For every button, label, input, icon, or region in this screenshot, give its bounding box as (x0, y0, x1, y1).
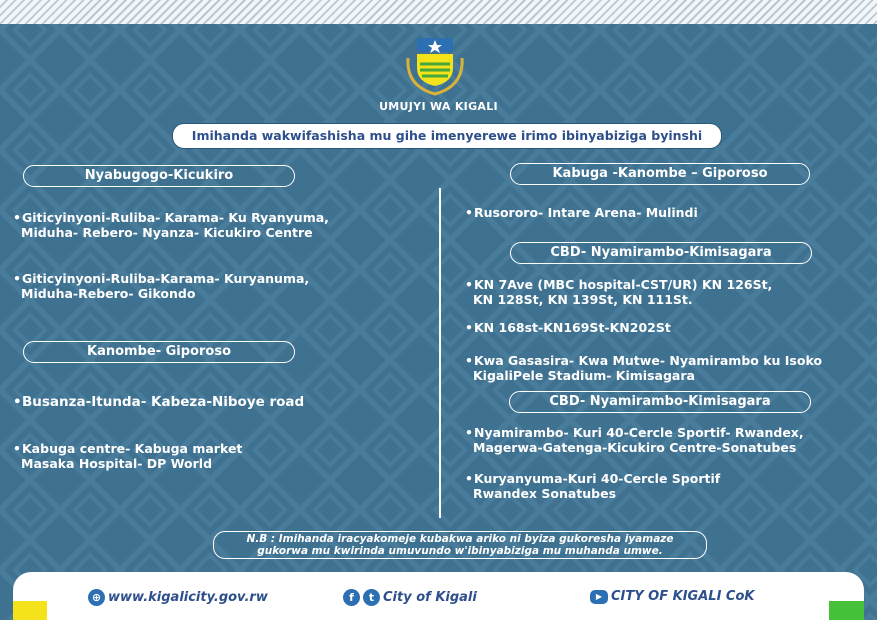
route-item (13, 271, 309, 301)
social-text: City of Kigali (383, 590, 477, 605)
bullet-icon: • (465, 277, 473, 292)
bullet-icon: • (13, 271, 21, 286)
youtube-link[interactable] (590, 589, 754, 604)
website-link[interactable] (88, 589, 268, 606)
route-line: Kabuga centre- Kabuga market (22, 441, 243, 456)
note-line: N.B : Imihanda iracyakomeje kubakwa ariko ni byiza gukoresha iyamaze (246, 533, 674, 545)
youtube-text: CITY OF KIGALI CoK (611, 589, 755, 604)
route-item (13, 210, 329, 240)
youtube-icon: ▶ (590, 590, 608, 604)
note-line: gukorwa mu kwirinda umuvundo w'ibinyabiziga mu muhanda umwe. (257, 545, 663, 557)
route-item (465, 205, 698, 220)
page-title: Imihanda wakwifashisha mu gihe imenyerewe irimo ibinyabiziga byinshi (172, 123, 722, 149)
route-line: Masaka Hospital- DP World (21, 456, 213, 471)
route-line: KN 7Ave (MBC hospital-CST/UR) KN 126St, (474, 277, 773, 292)
twitter-icon: t (363, 589, 380, 606)
route-line: Miduha- Rebero- Nyanza- Kicukiro Centre (21, 225, 313, 240)
facebook-icon: f (343, 589, 360, 606)
route-line: Kwa Gasasira- Kwa Mutwe- Nyamirambo ku Isoko (474, 353, 823, 368)
route-item (465, 471, 720, 501)
note-box (213, 531, 707, 559)
route-line: Kuryanyuma-Kuri 40-Cercle Sportif (474, 471, 721, 486)
section-heading-nyabugogo-kicukiro: Nyabugogo-Kicukiro (23, 165, 295, 187)
bullet-icon: • (13, 210, 21, 225)
route-item (13, 395, 304, 410)
column-divider (439, 188, 441, 518)
bullet-icon: • (465, 205, 473, 220)
route-line: Rusororo- Intare Arena- Mulindi (474, 205, 698, 220)
route-line: Giticyinyoni-Ruliba-Karama- Kuryanuma, (22, 271, 310, 286)
bullet-icon: • (465, 320, 473, 335)
route-line: Busanza-Itunda- Kabeza-Niboye road (22, 394, 305, 410)
yellow-accent (13, 601, 47, 620)
bullet-icon: • (13, 394, 22, 410)
section-heading-kabuga-kanombe-giporoso: Kabuga -Kanombe – Giporoso (510, 163, 810, 185)
social-link[interactable] (343, 589, 477, 606)
route-line: Miduha-Rebero- Gikondo (21, 286, 196, 301)
green-accent (829, 601, 864, 620)
bullet-icon: • (465, 353, 473, 368)
section-heading-cbd-nyamirambo-kimisagara-2: CBD- Nyamirambo-Kimisagara (509, 391, 811, 413)
route-item (465, 277, 772, 307)
route-line: KN 128St, KN 139St, KN 111St. (473, 292, 693, 307)
top-decorative-strip (0, 0, 877, 24)
route-item (13, 441, 242, 471)
route-line: Giticyinyoni-Ruliba- Karama- Ku Ryanyuma, (22, 210, 329, 225)
route-line: KN 168st-KN169St-KN202St (474, 320, 671, 335)
route-line: Magerwa-Gatenga-Kicukiro Centre-Sonatubes (473, 440, 797, 455)
route-line: KigaliPele Stadium- Kimisagara (473, 368, 695, 383)
section-heading-kanombe-giporoso: Kanombe- Giporoso (23, 341, 295, 363)
website-text: www.kigalicity.gov.rw (108, 590, 268, 605)
globe-icon: ⊕ (88, 589, 105, 606)
bullet-icon: • (465, 425, 473, 440)
route-line: Nyamirambo- Kuri 40-Cercle Sportif- Rwandex, (474, 425, 804, 440)
bullet-icon: • (13, 441, 21, 456)
city-emblem-icon (400, 28, 470, 98)
route-item (465, 320, 671, 335)
bullet-icon: • (465, 471, 473, 486)
route-line: Rwandex Sonatubes (473, 486, 617, 501)
city-name: UMUJYI WA KIGALI (379, 100, 498, 113)
section-heading-cbd-nyamirambo-kimisagara: CBD- Nyamirambo-Kimisagara (510, 242, 812, 264)
route-item (465, 353, 822, 383)
route-item (465, 425, 804, 455)
